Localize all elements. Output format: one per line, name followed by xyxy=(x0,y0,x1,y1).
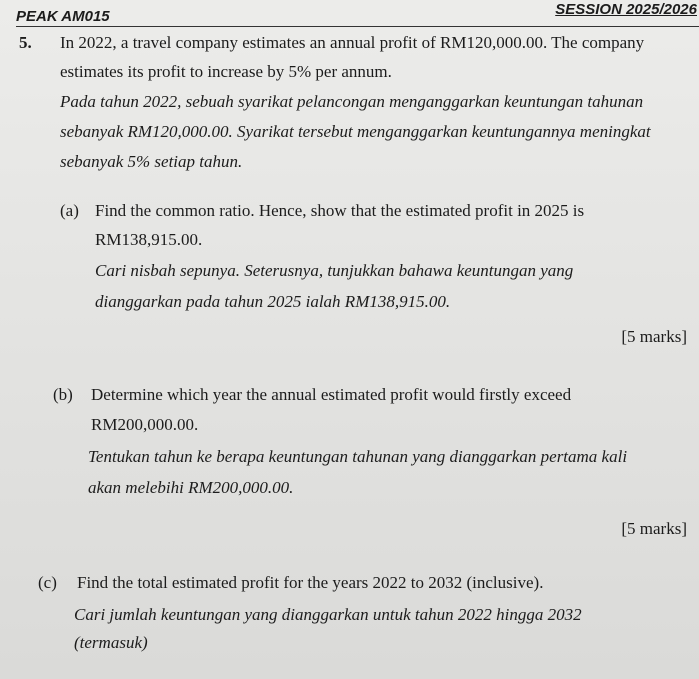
part-c-ms-line-1: Cari jumlah keuntungan yang dianggarkan untuk tahun 2022 hingga 2032 xyxy=(74,605,582,624)
part-b-marks: [5 marks] xyxy=(621,519,687,538)
header-rule xyxy=(16,26,699,27)
part-a-marks: [5 marks] xyxy=(621,327,687,346)
part-a-label: (a) xyxy=(60,201,79,220)
part-a-en-line-1: Find the common ratio. Hence, show that the estimated profit in 2025 is xyxy=(95,201,585,220)
part-a-ms-line-1: Cari nisbah sepunya. Seterusnya, tunjukkan bahawa keuntungan yang xyxy=(95,261,574,280)
part-b-en-line-2: RM200,000.00. xyxy=(91,415,199,434)
part-b-en-line-1: Determine which year the annual estimated profit would firstly exceed xyxy=(91,385,572,404)
part-b-label: (b) xyxy=(53,385,73,404)
course-code: PEAK AM015 xyxy=(16,8,110,25)
part-c-en-line-1: Find the total estimated profit for the years 2022 to 2032 (inclusive). xyxy=(77,573,544,592)
question-ms-line-2: sebanyak RM120,000.00. Syarikat tersebut menganggarkan keuntungannya meningkat xyxy=(60,122,651,141)
question-en-line-2: estimates its profit to increase by 5% per annum. xyxy=(60,62,392,81)
question-en-line-1: In 2022, a travel company estimates an annual profit of RM120,000.00. The company xyxy=(60,33,645,52)
question-number: 5. xyxy=(19,33,32,52)
part-c-label: (c) xyxy=(38,573,57,592)
part-a-ms-line-2: dianggarkan pada tahun 2025 ialah RM138,915.00. xyxy=(95,292,451,311)
part-c-ms-line-2: (termasuk) xyxy=(74,633,148,652)
question-ms-line-1: Pada tahun 2022, sebuah syarikat pelancongan menganggarkan keuntungan tahunan xyxy=(60,92,644,111)
part-b-ms-line-2: akan melebihi RM200,000.00. xyxy=(88,478,294,497)
part-b-ms-line-1: Tentukan tahun ke berapa keuntungan tahunan yang dianggarkan pertama kali xyxy=(88,447,628,466)
part-a-en-line-2: RM138,915.00. xyxy=(95,230,203,249)
question-ms-line-3: sebanyak 5% setiap tahun. xyxy=(60,152,243,171)
session-label: SESSION 2025/2026 xyxy=(555,1,697,18)
